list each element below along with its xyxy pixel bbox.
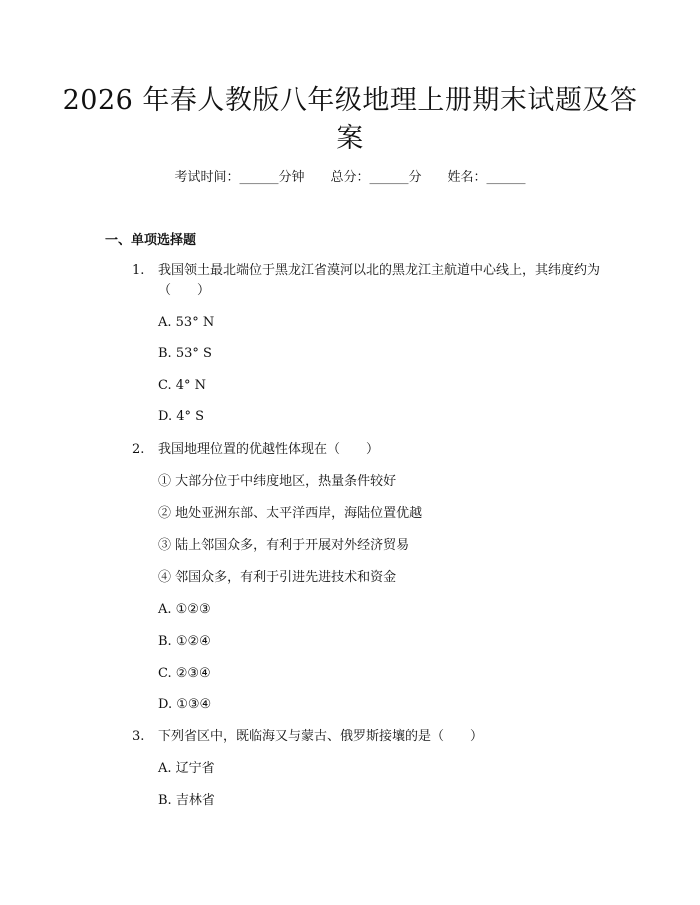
exam-score: 总分：______分 [330, 170, 422, 185]
option-d: D. ①③④ [158, 697, 212, 712]
option-a: A. 辽宁省 [158, 761, 215, 776]
option-c: C. ②③④ [158, 666, 211, 681]
exam-time: 考试时间：______分钟 [174, 170, 305, 185]
statement-3: ③ 陆上邻国众多，有利于开展对外经济贸易 [158, 538, 410, 553]
option-b: B. 53° S [158, 346, 212, 361]
question-text: 下列省区中，既临海又与蒙古、俄罗斯接壤的是（ ） [158, 729, 484, 744]
section-title: 一、单项选择题 [105, 233, 197, 248]
option-c: C. 4° N [158, 378, 207, 393]
option-a: A. ①②③ [158, 602, 211, 617]
question-text: 我国领土最北端位于黑龙江省漠河以北的黑龙江主航道中心线上，其纬度约为（ ） [158, 263, 601, 298]
option-a: A. 53° N [158, 315, 215, 330]
question-number: 1. [132, 263, 145, 278]
statement-2: ② 地处亚洲东部、太平洋西岸，海陆位置优越 [158, 506, 423, 521]
document-title: 2026 年春人教版八年级地理上册期末试题及答案 [62, 85, 638, 154]
question-number: 2. [132, 442, 145, 457]
statement-1: ① 大部分位于中纬度地区，热量条件较好 [158, 474, 397, 489]
option-d: D. 4° S [158, 409, 205, 424]
student-name: 姓名：______ [447, 170, 526, 185]
option-b: B. ①②④ [158, 634, 211, 649]
question-text: 我国地理位置的优越性体现在（ ） [158, 442, 380, 457]
option-b: B. 吉林省 [158, 793, 215, 808]
exam-meta [0, 168, 700, 188]
question-number: 3. [132, 729, 145, 744]
statement-4: ④ 邻国众多，有利于引进先进技术和资金 [158, 570, 397, 585]
